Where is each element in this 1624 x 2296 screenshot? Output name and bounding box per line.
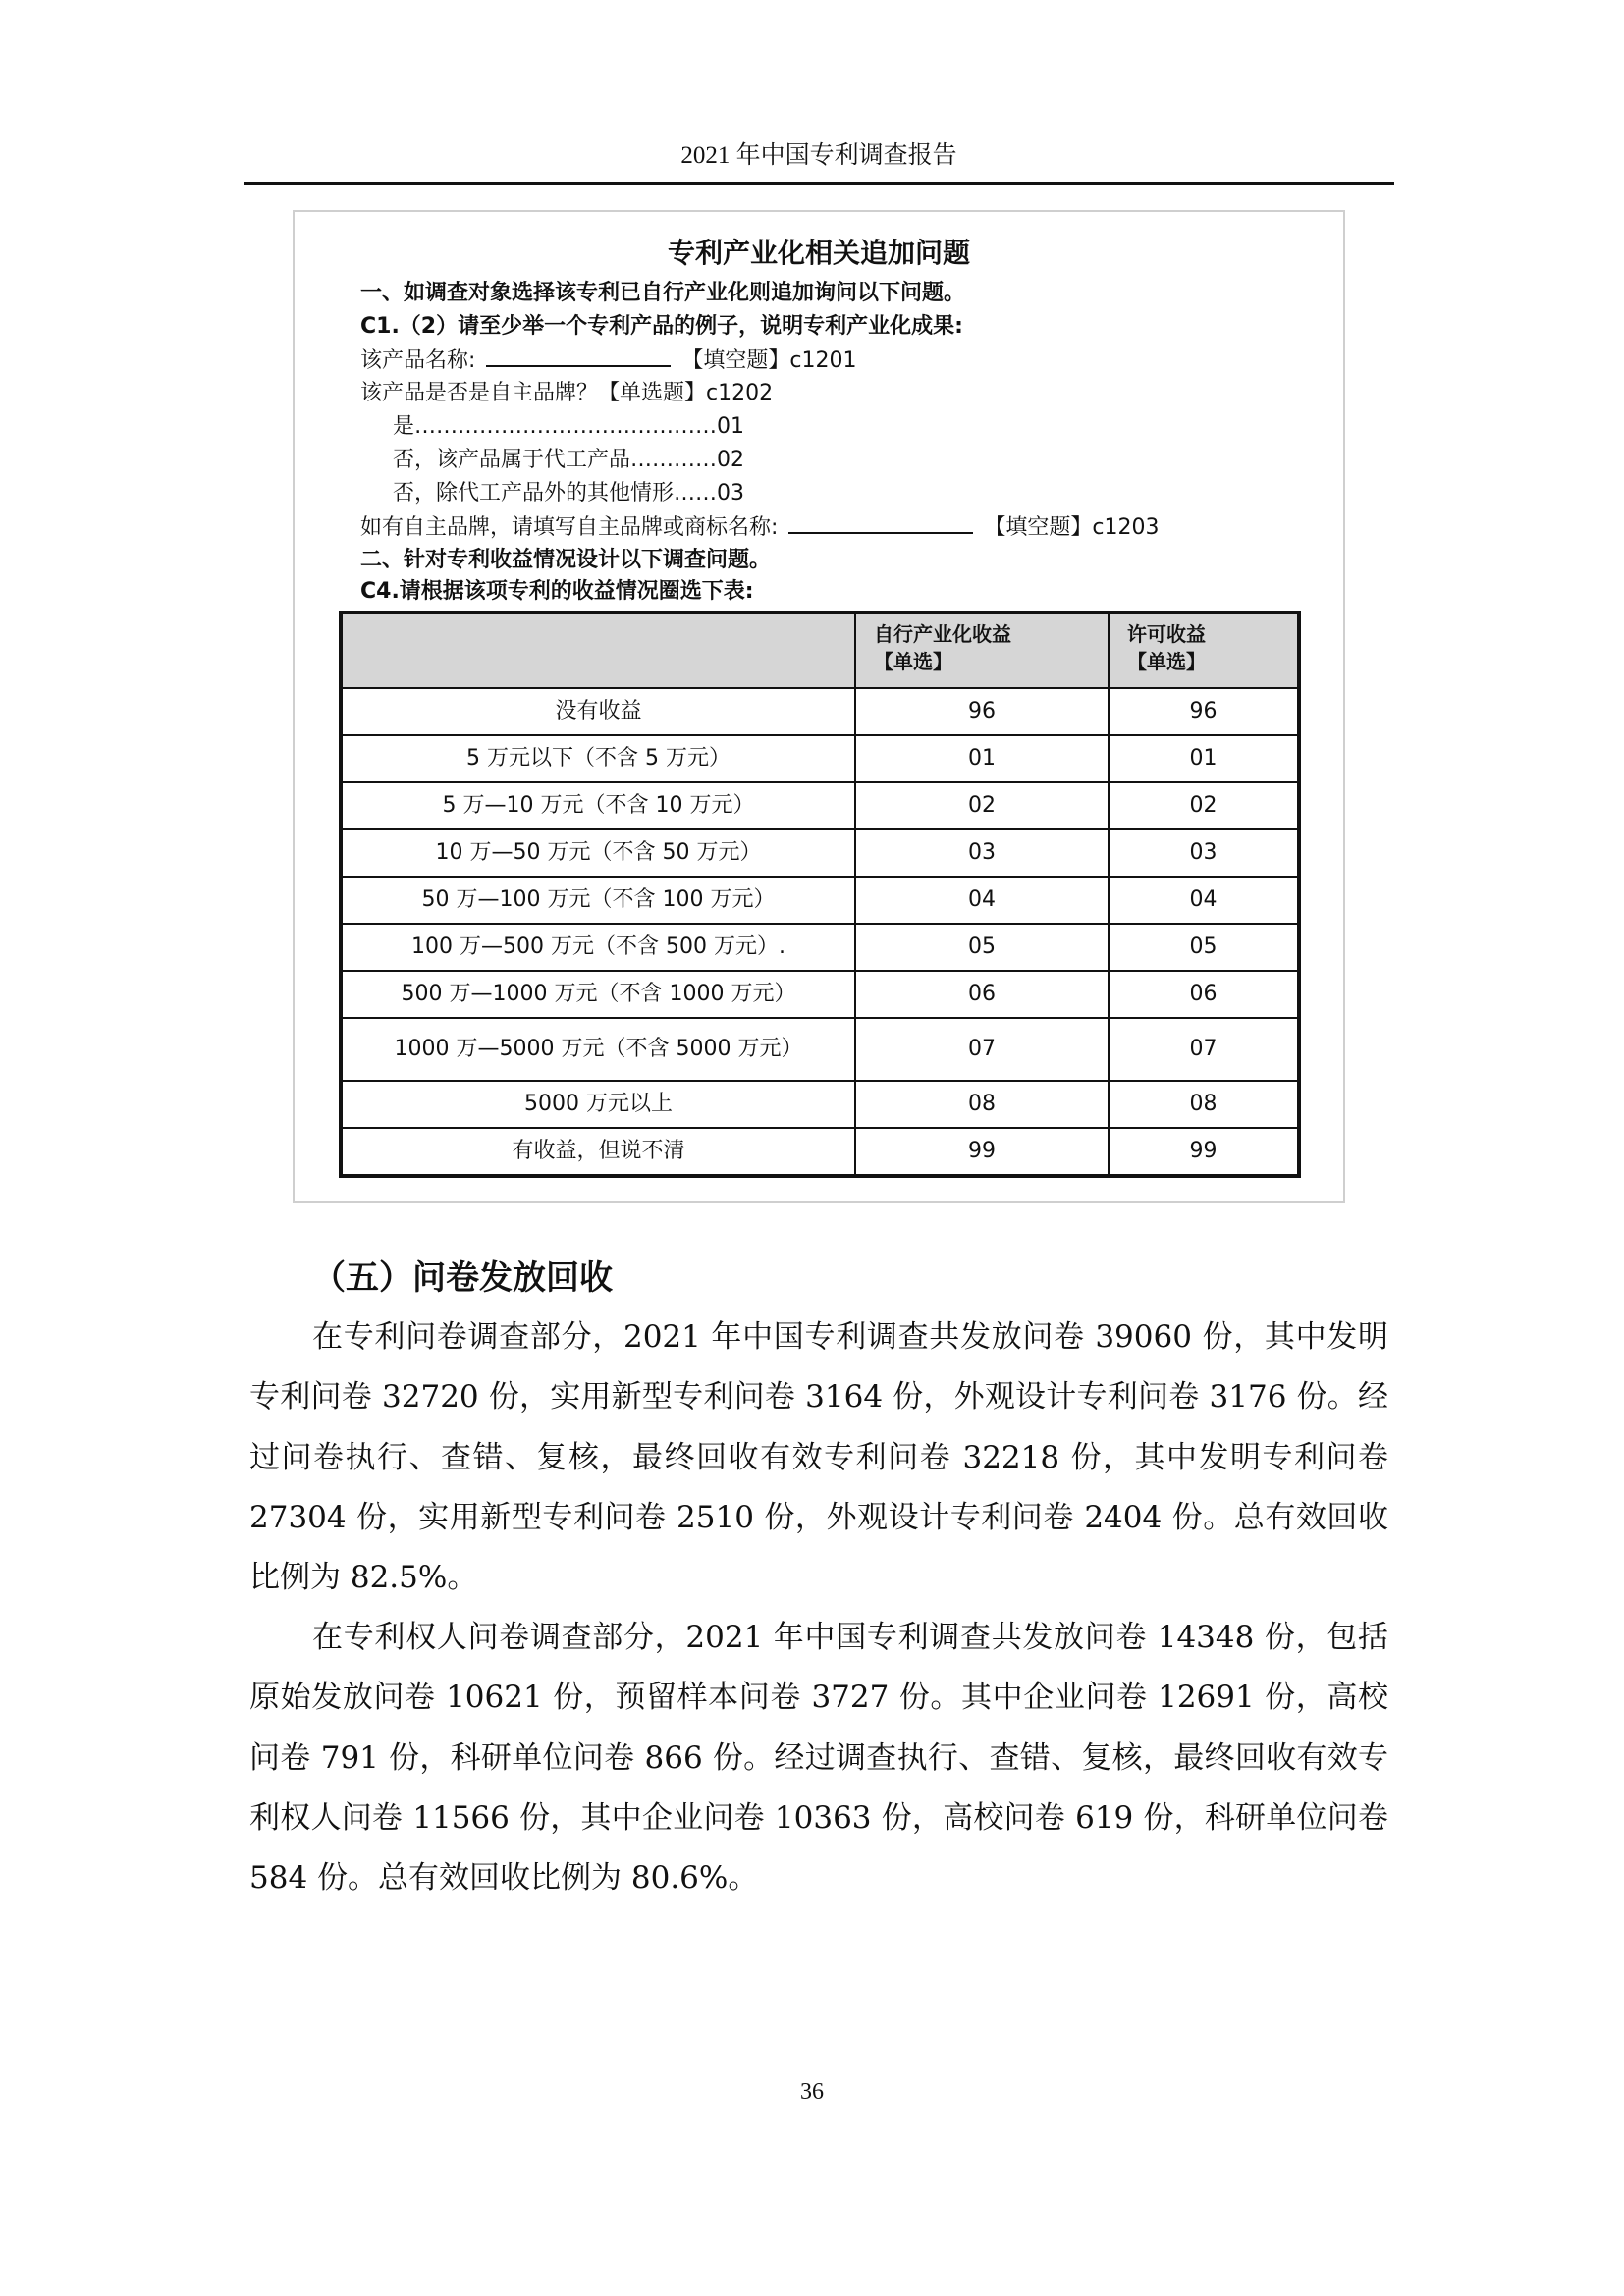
license-income-code: 08 bbox=[1109, 1081, 1299, 1128]
product-name-tag: 【填空题】c1201 bbox=[681, 348, 857, 373]
table-row bbox=[341, 1081, 1299, 1128]
header-self-income bbox=[855, 613, 1109, 688]
paragraph-2: 在专利权人问卷调查部分，2021 年中国专利调查共发放问卷 14348 份，包括原始发放问卷 10621 份，预留样本问卷 3727 份。其中企业问卷 12691 份，高校问卷 791 份，科研单位问卷 866 份。经过调查执行、查错、复核，最终回收有效专利权人问卷 11566 份，其中企业问卷 10363 份，高校问卷 619 份，科研单位问卷 584 份。总有效回收比例为 80.6%。 bbox=[249, 1620, 1388, 1896]
table-row bbox=[341, 877, 1299, 924]
license-income-code: 99 bbox=[1109, 1128, 1299, 1176]
header-license-income bbox=[1109, 613, 1299, 688]
income-range-label: 100 万—500 万元（不含 500 万元）. bbox=[341, 924, 855, 971]
section1-heading: 一、如调查对象选择该专利已自行产业化则追加询问以下问题。 bbox=[360, 281, 966, 305]
header-blank bbox=[341, 613, 855, 688]
brand-name-label: 如有自主品牌，请填写自主品牌或商标名称: bbox=[360, 515, 779, 540]
self-income-code: 96 bbox=[855, 688, 1109, 735]
table-row bbox=[341, 688, 1299, 735]
self-income-code: 03 bbox=[855, 829, 1109, 877]
brand-name-tag: 【填空题】c1203 bbox=[984, 515, 1160, 540]
option-oem: 否，该产品属于代工产品…………02 bbox=[393, 448, 744, 472]
self-income-code: 99 bbox=[855, 1128, 1109, 1176]
license-income-code: 07 bbox=[1109, 1018, 1299, 1081]
license-income-code: 02 bbox=[1109, 782, 1299, 829]
paragraph-1: 在专利问卷调查部分，2021 年中国专利调查共发放问卷 39060 份，其中发明专利问卷 32720 份，实用新型专利问卷 3164 份，外观设计专利问卷 3176 份。经过问卷执行、查错、复核，最终回收有效专利问卷 32218 份，其中发明专利问卷 27304 份，实用新型专利问卷 2510 份，外观设计专利问卷 2404 份。总有效回收比例为 82.5%。 bbox=[249, 1319, 1388, 1596]
section-heading: （五）问卷发放回收 bbox=[312, 1258, 613, 1298]
self-income-code: 04 bbox=[855, 877, 1109, 924]
license-income-code: 01 bbox=[1109, 735, 1299, 782]
own-brand-question: 该产品是否是自主品牌？【单选题】c1202 bbox=[360, 381, 774, 405]
table-row bbox=[341, 735, 1299, 782]
self-income-code: 01 bbox=[855, 735, 1109, 782]
page-number: 36 bbox=[800, 2079, 824, 2105]
table-row bbox=[341, 971, 1299, 1018]
table-row bbox=[341, 1018, 1299, 1081]
license-income-code: 04 bbox=[1109, 877, 1299, 924]
income-range-label: 1000 万—5000 万元（不含 5000 万元） bbox=[341, 1018, 855, 1081]
table-row bbox=[341, 924, 1299, 971]
header-self-income-text: 自行产业化收益 【单选】 bbox=[874, 622, 1011, 673]
c4-question: C4.请根据该项专利的收益情况圈选下表: bbox=[360, 579, 754, 604]
brand-name-line bbox=[360, 512, 1160, 543]
self-income-code: 08 bbox=[855, 1081, 1109, 1128]
income-range-label: 5000 万元以上 bbox=[341, 1081, 855, 1128]
license-income-code: 05 bbox=[1109, 924, 1299, 971]
option-yes: 是……………………………………01 bbox=[393, 414, 744, 439]
license-income-code: 06 bbox=[1109, 971, 1299, 1018]
income-range-label: 5 万—10 万元（不含 10 万元） bbox=[341, 782, 855, 829]
product-name-label: 该产品名称: bbox=[360, 348, 476, 373]
license-income-code: 03 bbox=[1109, 829, 1299, 877]
self-income-code: 06 bbox=[855, 971, 1109, 1018]
c1-question: C1.（2）请至少举一个专利产品的例子，说明专利产业化成果: bbox=[360, 314, 963, 339]
running-header: 2021 年中国专利调查报告 bbox=[244, 135, 1394, 185]
product-name-line bbox=[360, 346, 857, 376]
income-range-label: 500 万—1000 万元（不含 1000 万元） bbox=[341, 971, 855, 1018]
table-row bbox=[341, 829, 1299, 877]
self-income-code: 07 bbox=[855, 1018, 1109, 1081]
table-row bbox=[341, 1128, 1299, 1176]
option-other: 否，除代工产品外的其他情形……03 bbox=[393, 481, 744, 506]
section2-heading: 二、针对专利收益情况设计以下调查问题。 bbox=[360, 548, 772, 572]
income-range-label: 5 万元以下（不含 5 万元） bbox=[341, 735, 855, 782]
self-income-code: 02 bbox=[855, 782, 1109, 829]
brand-name-blank bbox=[788, 512, 973, 534]
questionnaire-title: 专利产业化相关追加问题 bbox=[667, 237, 970, 269]
product-name-blank bbox=[486, 346, 671, 367]
income-range-label: 没有收益 bbox=[341, 688, 855, 735]
income-table-header bbox=[341, 613, 1299, 688]
income-table bbox=[339, 611, 1301, 1178]
header-license-income-text: 许可收益 【单选】 bbox=[1127, 622, 1206, 673]
license-income-code: 96 bbox=[1109, 688, 1299, 735]
table-row bbox=[341, 782, 1299, 829]
income-range-label: 有收益，但说不清 bbox=[341, 1128, 855, 1176]
income-range-label: 50 万—100 万元（不含 100 万元） bbox=[341, 877, 855, 924]
income-range-label: 10 万—50 万元（不含 50 万元） bbox=[341, 829, 855, 877]
self-income-code: 05 bbox=[855, 924, 1109, 971]
